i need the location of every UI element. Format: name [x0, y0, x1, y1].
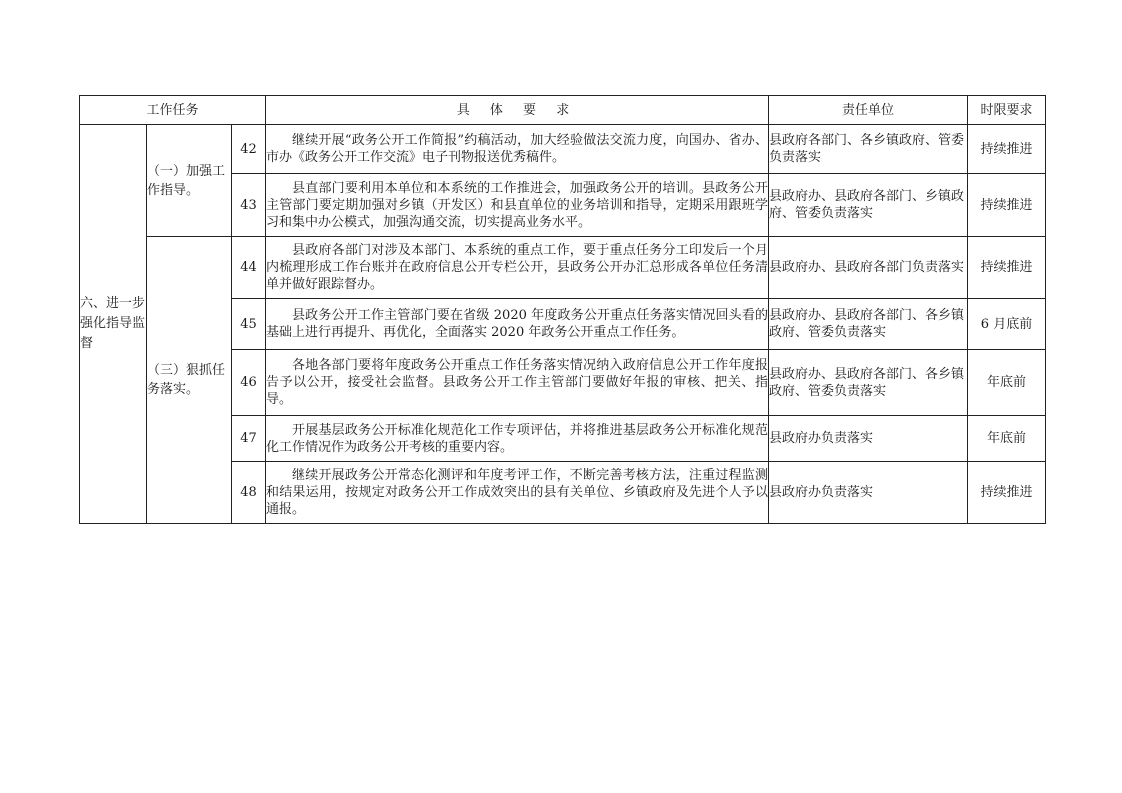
requirement-cell	[266, 125, 769, 174]
header-row	[80, 96, 1046, 125]
unit-cell: 县政府各部门、各乡镇政府、管委负责落实	[769, 125, 968, 174]
row-number: 43	[232, 174, 266, 237]
task-table	[79, 95, 1046, 524]
requirement-text: 开展基层政务公开标准化规范化工作专项评估，并将推进基层政务公开标准化规范化工作情况作为政务公开考核的重要内容。	[266, 422, 768, 455]
unit-cell: 县政府办、县政府各部门、乡镇政府、管委负责落实	[769, 174, 968, 237]
requirement-text: 县直部门要利用本单位和本系统的工作推进会，加强政务公开的培训。县政务公开主管部门要定期加强对乡镇（开发区）和县直单位的业务培训和指导，定期采用跟班学习和集中办公模式，加强沟通交流，切实提高业务水平。	[266, 180, 768, 230]
table-row	[80, 125, 1046, 174]
deadline-cell: 年底前	[968, 350, 1046, 416]
unit-cell: 县政府办负责落实	[769, 416, 968, 462]
row-number: 44	[232, 237, 266, 299]
requirement-text: 县政府各部门对涉及本部门、本系统的重点工作，要于重点任务分工印发后一个月内梳理形成工作台账并在政府信息公开专栏公开，县政务公开办汇总形成各单位任务清单并做好跟踪督办。	[266, 243, 768, 292]
subcategory-cell: （一）加强工作指导。	[147, 125, 232, 237]
unit-cell: 县政府办、县政府各部门、各乡镇政府、管委负责落实	[769, 299, 968, 350]
unit-cell: 县政府办负责落实	[769, 462, 968, 524]
deadline-cell: 6 月底前	[968, 299, 1046, 350]
requirement-cell	[266, 299, 769, 350]
requirement-text: 继续开展“政务公开工作简报”约稿活动，加大经验做法交流力度，向国办、省办、市办《政务公开工作交流》电子刊物报送优秀稿件。	[266, 133, 768, 165]
requirement-cell	[266, 462, 769, 524]
header-unit: 责任单位	[769, 96, 968, 125]
row-number: 46	[232, 350, 266, 416]
subcategory-cell: （三）狠抓任务落实。	[147, 237, 232, 524]
requirement-cell	[266, 237, 769, 299]
deadline-cell: 持续推进	[968, 462, 1046, 524]
deadline-cell: 年底前	[968, 416, 1046, 462]
row-number: 48	[232, 462, 266, 524]
header-task: 工作任务	[80, 96, 266, 125]
row-number: 45	[232, 299, 266, 350]
unit-cell: 县政府办、县政府各部门、各乡镇政府、管委负责落实	[769, 350, 968, 416]
requirement-text: 各地各部门要将年度政务公开重点工作任务落实情况纳入政府信息公开工作年度报告予以公开，接受社会监督。县政务公开工作主管部门要做好年报的审核、把关、指导。	[266, 358, 768, 407]
requirement-cell	[266, 350, 769, 416]
deadline-cell: 持续推进	[968, 125, 1046, 174]
requirement-cell	[266, 174, 769, 237]
requirement-text: 县政务公开工作主管部门要在省级 2020 年度政务公开重点任务落实情况回头看的基础上进行再提升、再优化，全面落实 2020 年政务公开重点工作任务。	[266, 308, 768, 340]
row-number: 42	[232, 125, 266, 174]
header-requirement: 具 体 要 求	[266, 96, 769, 125]
deadline-cell: 持续推进	[968, 237, 1046, 299]
table-row	[80, 237, 1046, 299]
header-deadline: 时限要求	[968, 96, 1046, 125]
category-cell: 六、进一步强化指导监督	[80, 125, 147, 524]
deadline-cell: 持续推进	[968, 174, 1046, 237]
requirement-cell	[266, 416, 769, 462]
unit-cell: 县政府办、县政府各部门负责落实	[769, 237, 968, 299]
row-number: 47	[232, 416, 266, 462]
requirement-text: 继续开展政务公开常态化测评和年度考评工作，不断完善考核方法，注重过程监测和结果运用，按规定对政务公开工作成效突出的县有关单位、乡镇政府及先进个人予以通报。	[266, 468, 768, 517]
